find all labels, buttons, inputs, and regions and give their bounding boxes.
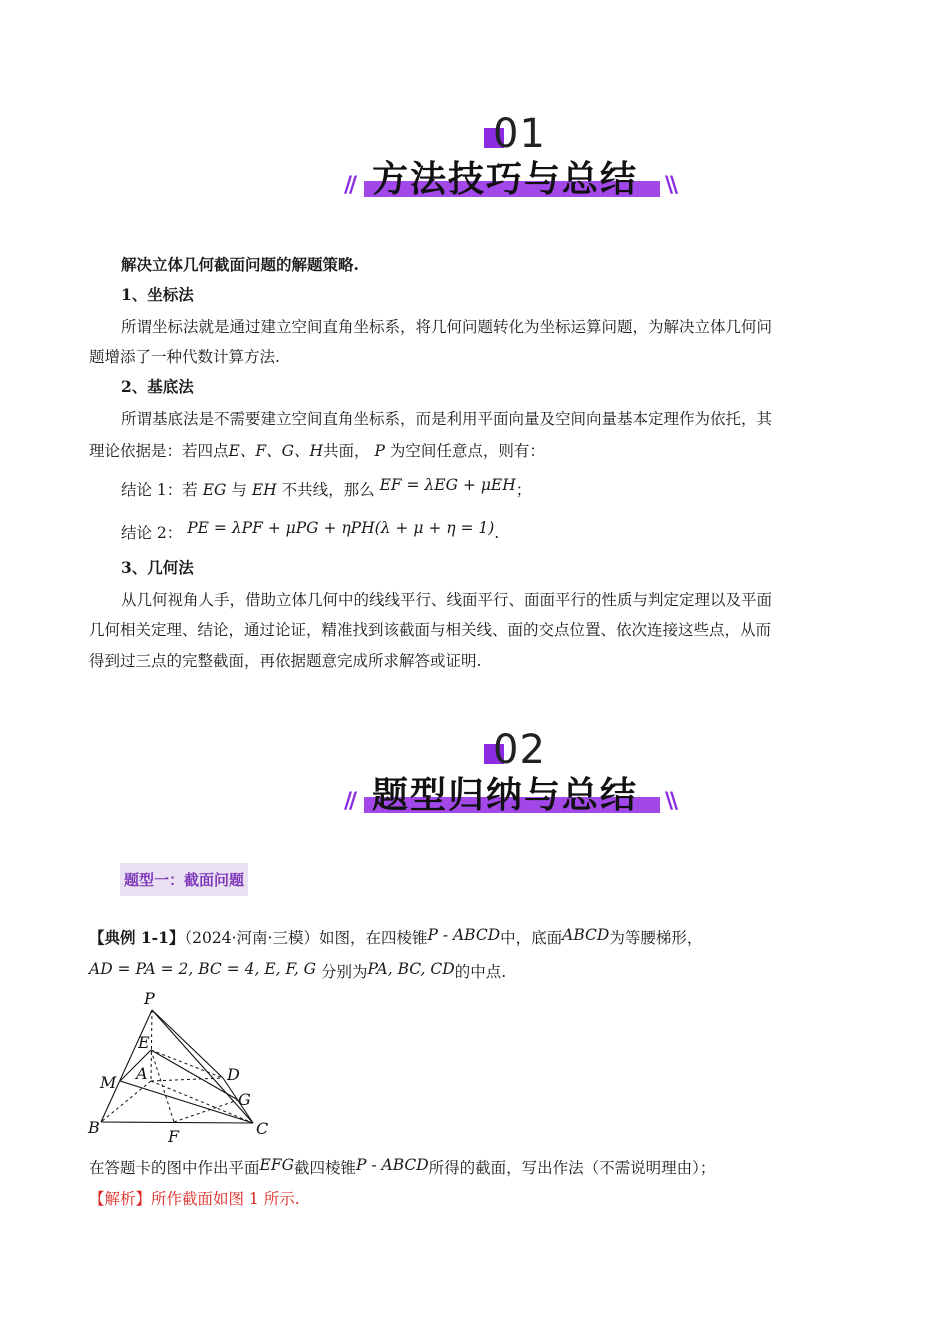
slash-right-icon: \\ (665, 173, 676, 198)
method3-line2: 几何相关定理、结论，通过论证，精准找到该截面与相关线、面的交点位置、依次连接这些点，从而 (89, 621, 772, 639)
edge-BC (101, 1122, 253, 1123)
method3-heading: 3、几何法 (121, 558, 194, 577)
edge-PA (151, 1010, 152, 1081)
slash-right-icon: \\ (665, 789, 676, 814)
edge-PD (152, 1010, 223, 1078)
method2-line2: 理论依据是：若四点E、F、G、H共面， P 为空间任意点，则有： (89, 442, 545, 460)
label-P: P (144, 989, 155, 1008)
answer-line: 【解析】所作截面如图 1 所示. (89, 1190, 300, 1208)
method1-line2: 题增添了一种代数计算方法. (89, 348, 280, 366)
edge-AD (151, 1078, 223, 1081)
pyramid-figure (86, 988, 276, 1148)
section1-title: 方法技巧与总结 (372, 159, 639, 200)
section1-number: 01 (493, 111, 546, 157)
label-G: G (238, 1090, 251, 1109)
section2-title: 题型归纳与总结 (372, 775, 639, 816)
label-F: F (168, 1127, 180, 1146)
method2-line1: 所谓基底法是不需要建立空间直角坐标系，而是利用平面向量及空间向量基本定理作为依托，其 (121, 410, 773, 428)
example-line1: 【典例 1-1】（2024·河南·三模）如图，在四棱锥P - ABCD中，底面ABCD为等腰梯形， (89, 926, 703, 947)
conclusion2: 结论 2： PE = λPF + μPG + ηPH(λ + μ + η = 1). (121, 519, 500, 542)
label-E: E (138, 1033, 150, 1052)
slash-left-icon: // (344, 173, 355, 198)
label-D: D (227, 1065, 240, 1084)
label-B: B (88, 1118, 100, 1137)
example-line2: AD = PA = 2, BC = 4, E, F, G 分别为PA, BC, CD的中点. (89, 960, 507, 981)
method1-line1: 所谓坐标法就是通过建立空间直角坐标系，将几何问题转化为坐标运算问题，为解决立体几何问 (121, 318, 773, 336)
method3-line3: 得到过三点的完整截面，再依据题意完成所求解答或证明. (89, 652, 482, 670)
question-line: 在答题卡的图中作出平面EFG截四棱锥P - ABCD所得的截面，写出作法（不需说明理由）； (89, 1156, 716, 1177)
conclusion1: 结论 1：若 EG 与 EH 不共线，那么 EF = λEG + μEH； (121, 476, 532, 499)
slash-left-icon: // (344, 789, 355, 814)
section2-number: 02 (493, 727, 546, 773)
edge-ED (151, 1050, 223, 1078)
method3-line1: 从几何视角人手，借助立体几何中的线线平行、线面平行、面面平行的性质与判定定理以及平面 (121, 591, 773, 609)
label-C: C (256, 1119, 269, 1138)
topic-tag-label: 题型一：截面问题 (124, 871, 245, 889)
method1-heading: 1、坐标法 (121, 285, 194, 304)
label-M: M (100, 1073, 117, 1092)
label-A: A (136, 1064, 148, 1083)
edge-FG (174, 1100, 238, 1122)
intro-text: 解决立体几何截面问题的解题策略. (121, 255, 359, 274)
method2-heading: 2、基底法 (121, 377, 194, 396)
topic-tag (120, 863, 248, 896)
